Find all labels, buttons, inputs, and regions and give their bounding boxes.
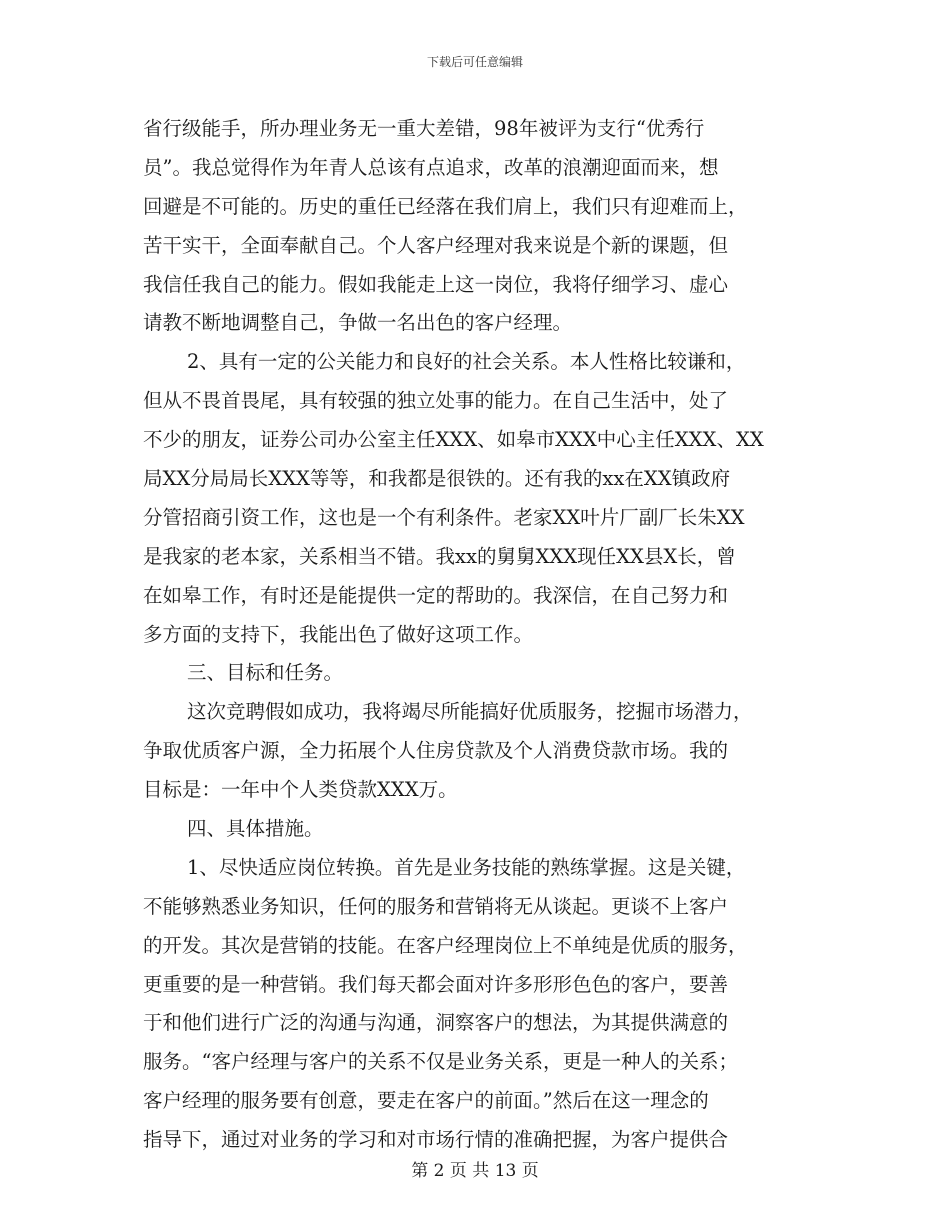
text-line: 服务。“客户经理与客户的关系不仅是业务关系，更是一种人的关系； [143,1050,738,1074]
page-number-footer: 第 2 页 共 13 页 [411,1161,539,1181]
text-line: 是我家的老本家，关系相当不错。我xx的舅舅XXX现任XX县X长，曾 [143,544,736,568]
document-body [143,110,808,1160]
text-line: 目标是：一年中个人类贷款XXX万。 [143,778,458,802]
text-line: 省行级能手，所办理业务无一重大差错，98年被评为支行“优秀行 [143,117,705,140]
text-line: 分管招商引资工作，这也是一个有利条件。老家XX叶片厂副厂长朱XX [143,505,745,529]
text-line: 客户经理的服务要有创意，要走在客户的前面。”然后在这一理念的 [143,1089,709,1113]
paragraph-start-line: 1、尽快适应岗位转换。首先是业务技能的熟练掌握。这是关键， [187,855,746,879]
page-header: 下载后可任意编辑 [426,55,523,69]
text-line: 员”。我总觉得作为年青人总该有点追求，改革的浪潮迎面而来，想 [143,155,719,179]
text-line: 回避是不可能的。历史的重任已经落在我们肩上，我们只有迎难而上， [143,194,748,218]
text-line: 不能够熟悉业务知识，任何的服务和营销将无从谈起。更谈不上客户 [143,894,729,918]
text-line: 的开发。其次是营销的技能。在客户经理岗位上不单纯是优质的服务， [143,933,748,957]
paragraph-start-line: 2、具有一定的公关能力和良好的社会关系。本人性格比较谦和， [187,350,746,374]
text-line: 指导下，通过对业务的学习和对市场行情的准确把握，为客户提供合 [143,1128,729,1152]
text-line: 局XX分局局长XXX等等，和我都是很铁的。还有我的xx在XX镇政府 [143,467,731,491]
text-line: 苦干实干，全面奉献自己。个人客户经理对我来说是个新的课题，但 [143,233,729,257]
text-line: 请教不断地调整自己，争做一名出色的客户经理。 [143,311,573,335]
text-line: 争取优质客户源，全力拓展个人住房贷款及个人消费贷款市场。我的 [143,739,729,763]
text-line: 但从不畏首畏尾，具有较强的独立处事的能力。在自己生活中，处了 [143,389,729,413]
text-line: 在如皋工作，有时还是能提供一定的帮助的。我深信，在自己努力和 [143,583,729,607]
text-line: 于和他们进行广泛的沟通与沟通，洞察客户的想法，为其提供满意的 [143,1011,729,1035]
text-line: 更重要的是一种营销。我们每天都会面对许多形形色色的客户，要善 [143,972,729,996]
text-line: 多方面的支持下，我能出色了做好这项工作。 [143,622,534,646]
section-heading: 三、目标和任务。 [187,661,344,685]
text-line: 我信任我自己的能力。假如我能走上这一岗位，我将仔细学习、虚心 [143,272,729,296]
text-line: 不少的朋友，证券公司办公室主任XXX、如皋市XXX中心主任XXX、XX [143,428,764,452]
section-heading: 四、具体措施。 [187,817,324,841]
paragraph-start-line: 这次竞聘假如成功，我将竭尽所能搞好优质服务，挖掘市场潜力， [187,700,753,724]
